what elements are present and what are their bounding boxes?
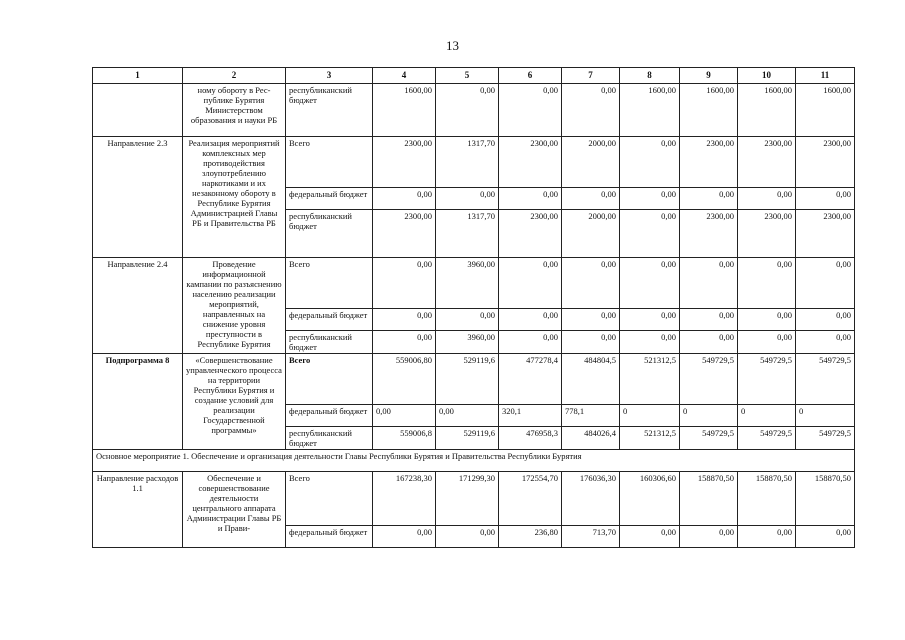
source-cell: республиканский бюджет <box>286 331 373 354</box>
value-cell: 0,00 <box>620 210 680 258</box>
value-cell: 2300,00 <box>738 137 796 188</box>
value-cell: 0,00 <box>738 526 796 548</box>
value-cell: 0,00 <box>373 258 436 309</box>
value-cell: 3960,00 <box>436 258 499 309</box>
value-cell: 549729,5 <box>738 427 796 450</box>
value-cell: 236,80 <box>499 526 562 548</box>
source-cell: федеральный бюджет <box>286 526 373 548</box>
description-cell: Реализация мероприятий комплексных мер противодействия злоупотреблению наркотиками и их незаконному обороту в Республике Бурятия Администрацией Главы РБ и Правительства РБ <box>183 137 286 258</box>
value-cell: 713,70 <box>562 526 620 548</box>
value-cell: 158870,50 <box>738 472 796 526</box>
value-cell: 0,00 <box>738 188 796 210</box>
source-cell: республиканский бюджет <box>286 210 373 258</box>
source-cell: Всего <box>286 354 373 405</box>
value-cell: 158870,50 <box>796 472 855 526</box>
header-cell: 2 <box>183 68 286 84</box>
main-event-heading: Основное мероприятие 1. Обеспечение и организация деятельности Главы Республики Бурятия и Правительства Республики Бурятия <box>93 450 855 472</box>
value-cell: 2300,00 <box>373 137 436 188</box>
value-cell: 0,00 <box>499 309 562 331</box>
direction-cell: Направление 2.4 <box>93 258 183 354</box>
value-cell: 0,00 <box>436 84 499 137</box>
value-cell: 0,00 <box>738 331 796 354</box>
value-cell: 0,00 <box>796 309 855 331</box>
value-cell: 2300,00 <box>738 210 796 258</box>
header-cell: 11 <box>796 68 855 84</box>
value-cell: 0,00 <box>796 526 855 548</box>
value-cell: 1600,00 <box>796 84 855 137</box>
header-cell: 1 <box>93 68 183 84</box>
value-cell: 2300,00 <box>499 137 562 188</box>
source-cell: Всего <box>286 137 373 188</box>
description-cell: «Совершенствование управленческого процесса на территории Республики Бурятия и создание условий для реализации Государственной программы» <box>183 354 286 450</box>
value-cell: 3960,00 <box>436 331 499 354</box>
value-cell: 0,00 <box>562 188 620 210</box>
value-cell: 2000,00 <box>562 210 620 258</box>
header-cell: 6 <box>499 68 562 84</box>
direction-cell: Направление 2.3 <box>93 137 183 258</box>
value-cell: 0,00 <box>620 188 680 210</box>
value-cell: 0,00 <box>680 331 738 354</box>
value-cell: 0,00 <box>796 331 855 354</box>
value-cell: 0 <box>796 405 855 427</box>
direction-cell: Направление расходов 1.1 <box>93 472 183 548</box>
value-cell: 0,00 <box>436 188 499 210</box>
value-cell: 0,00 <box>680 188 738 210</box>
page-number: 13 <box>446 38 459 53</box>
value-cell: 521312,5 <box>620 354 680 405</box>
value-cell: 477278,4 <box>499 354 562 405</box>
value-cell: 0,00 <box>436 526 499 548</box>
value-cell: 0,00 <box>499 84 562 137</box>
value-cell: 320,1 <box>499 405 562 427</box>
value-cell: 167238,30 <box>373 472 436 526</box>
value-cell: 549729,5 <box>680 427 738 450</box>
value-cell: 0,00 <box>562 84 620 137</box>
header-cell: 3 <box>286 68 373 84</box>
value-cell: 529119,6 <box>436 354 499 405</box>
value-cell: 2300,00 <box>373 210 436 258</box>
value-cell: 0,00 <box>680 309 738 331</box>
source-cell: федеральный бюджет <box>286 309 373 331</box>
value-cell: 0,00 <box>499 258 562 309</box>
value-cell: 0,00 <box>620 526 680 548</box>
value-cell: 176036,30 <box>562 472 620 526</box>
value-cell: 778,1 <box>562 405 620 427</box>
value-cell: 0,00 <box>499 188 562 210</box>
value-cell: 0 <box>680 405 738 427</box>
value-cell: 1317,70 <box>436 210 499 258</box>
source-cell: Всего <box>286 258 373 309</box>
header-cell: 10 <box>738 68 796 84</box>
value-cell: 2300,00 <box>499 210 562 258</box>
value-cell: 172554,70 <box>499 472 562 526</box>
value-cell: 0,00 <box>373 331 436 354</box>
value-cell: 2300,00 <box>796 210 855 258</box>
value-cell: 158870,50 <box>680 472 738 526</box>
value-cell: 1600,00 <box>373 84 436 137</box>
value-cell: 0,00 <box>796 258 855 309</box>
description-cell: Обеспечение и совершенствование деятельности центрального аппарата Администрации Главы РБ и Прави- <box>183 472 286 548</box>
direction-cell <box>93 84 183 137</box>
value-cell: 0,00 <box>562 331 620 354</box>
value-cell: 559006,8 <box>373 427 436 450</box>
value-cell: 2300,00 <box>796 137 855 188</box>
subprogram-cell: Подпрограмма 8 <box>93 354 183 450</box>
value-cell: 549729,5 <box>796 427 855 450</box>
header-cell: 8 <box>620 68 680 84</box>
value-cell: 0,00 <box>373 526 436 548</box>
table-row <box>93 84 855 137</box>
value-cell: 1317,70 <box>436 137 499 188</box>
table-row <box>93 354 855 405</box>
value-cell: 1600,00 <box>738 84 796 137</box>
value-cell: 2000,00 <box>562 137 620 188</box>
value-cell: 484804,5 <box>562 354 620 405</box>
value-cell: 171299,30 <box>436 472 499 526</box>
table-row <box>93 258 855 309</box>
value-cell: 2300,00 <box>680 210 738 258</box>
value-cell: 484026,4 <box>562 427 620 450</box>
header-row <box>93 68 855 84</box>
value-cell: 0,00 <box>738 258 796 309</box>
value-cell: 1600,00 <box>620 84 680 137</box>
description-cell: Проведение информационной кампании по разъяснению населению реализации мероприятий, направленных на снижение уровня преступности в Республике Бурятия <box>183 258 286 354</box>
value-cell: 0,00 <box>436 405 499 427</box>
value-cell: 476958,3 <box>499 427 562 450</box>
budget-table <box>92 67 855 548</box>
value-cell: 0,00 <box>499 331 562 354</box>
value-cell: 549729,5 <box>680 354 738 405</box>
value-cell: 0,00 <box>562 258 620 309</box>
value-cell: 2300,00 <box>680 137 738 188</box>
header-cell: 7 <box>562 68 620 84</box>
value-cell: 0,00 <box>373 309 436 331</box>
source-cell: республиканский бюджет <box>286 84 373 137</box>
value-cell: 0,00 <box>562 309 620 331</box>
source-cell: федеральный бюджет <box>286 188 373 210</box>
source-cell: республиканский бюджет <box>286 427 373 450</box>
value-cell: 529119,6 <box>436 427 499 450</box>
value-cell: 1600,00 <box>680 84 738 137</box>
value-cell: 549729,5 <box>738 354 796 405</box>
value-cell: 0,00 <box>620 331 680 354</box>
value-cell: 0,00 <box>436 309 499 331</box>
value-cell: 0 <box>620 405 680 427</box>
value-cell: 0,00 <box>680 258 738 309</box>
value-cell: 0,00 <box>680 526 738 548</box>
value-cell: 0,00 <box>620 137 680 188</box>
value-cell: 521312,5 <box>620 427 680 450</box>
value-cell: 549729,5 <box>796 354 855 405</box>
table-row <box>93 137 855 188</box>
value-cell: 0,00 <box>373 188 436 210</box>
header-cell: 9 <box>680 68 738 84</box>
description-cell: ному обороту в Рес-публике Бурятия Министерством образования и науки РБ <box>183 84 286 137</box>
source-cell: Всего <box>286 472 373 526</box>
value-cell: 0,00 <box>620 309 680 331</box>
value-cell: 0,00 <box>796 188 855 210</box>
value-cell: 559006,80 <box>373 354 436 405</box>
table-row <box>93 472 855 526</box>
source-cell: федеральный бюджет <box>286 405 373 427</box>
value-cell: 0 <box>738 405 796 427</box>
header-cell: 4 <box>373 68 436 84</box>
value-cell: 0,00 <box>738 309 796 331</box>
header-cell: 5 <box>436 68 499 84</box>
value-cell: 0,00 <box>620 258 680 309</box>
value-cell: 0,00 <box>373 405 436 427</box>
value-cell: 160306,60 <box>620 472 680 526</box>
table-row <box>93 450 855 472</box>
